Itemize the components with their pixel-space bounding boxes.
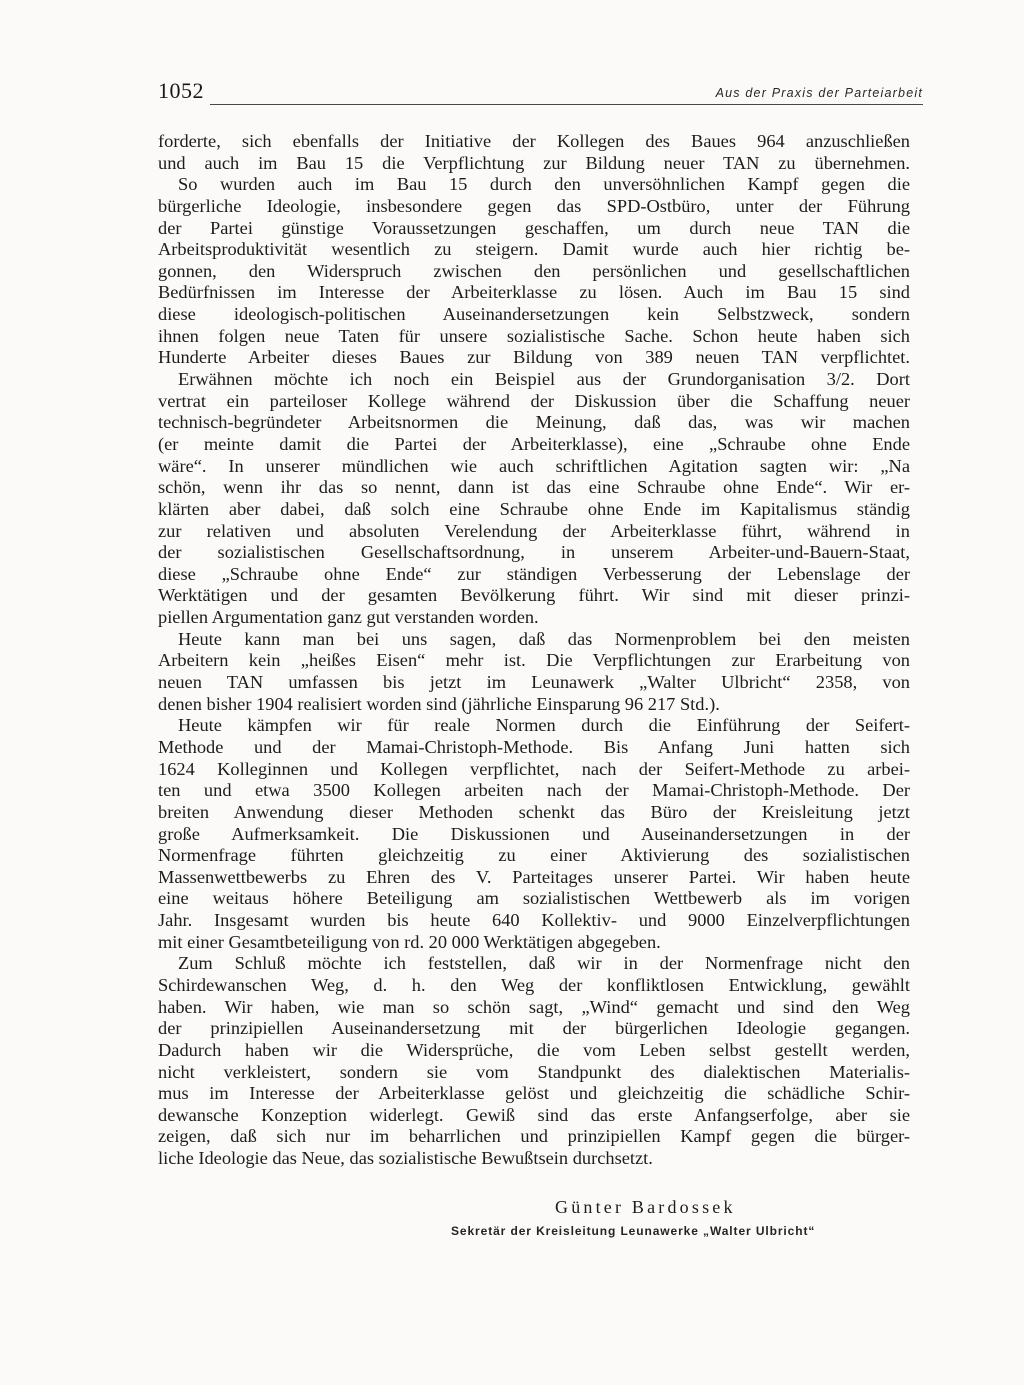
text-line: zur relativen und absoluten Verelendung der Arbeiterklasse führt, während in	[158, 520, 910, 541]
running-head: Aus der Praxis der Parteiarbeit	[715, 86, 923, 100]
text-line: liche Ideologie das Neue, das sozialistische Bewußtsein durchsetzt.	[158, 1148, 653, 1169]
text-line: vertrat ein parteiloser Kollege während der Diskussion über die Schaffung neuer	[158, 390, 910, 411]
text-line: ihnen folgen neue Taten für unsere sozialistische Sache. Schon heute haben sich	[158, 325, 910, 346]
text-line: schön, wenn ihr das so nennt, dann ist das eine Schraube ohne Ende“. Wir er-	[158, 477, 910, 498]
header-rule	[210, 104, 923, 105]
text-line: Arbeitern kein „heißes Eisen“ mehr ist. Die Verpflichtungen zur Erarbeitung von	[158, 650, 910, 671]
text-line: mit einer Gesamtbeteiligung von rd. 20 000 Werktätigen abgegeben.	[158, 931, 661, 952]
text-line: Methode und der Mamai-Christoph-Methode. Bis Anfang Juni hatten sich	[158, 736, 910, 757]
text-line: Bedürfnissen im Interesse der Arbeiterklasse zu lösen. Auch im Bau 15 sind	[158, 282, 910, 303]
text-line: Heute kämpfen wir für reale Normen durch die Einführung der Seifert-	[178, 715, 910, 736]
text-line: So wurden auch im Bau 15 durch den unversöhnlichen Kampf gegen die	[178, 174, 910, 195]
text-line: wäre“. In unserer mündlichen wie auch schriftlichen Agitation sagten wir: „Na	[158, 455, 910, 476]
author-signature: Günter Bardossek	[555, 1197, 736, 1217]
text-line: (er meinte damit die Partei der Arbeiterklasse), eine „Schraube ohne Ende	[158, 433, 910, 454]
text-line: Erwähnen möchte ich noch ein Beispiel aus der Grundorganisation 3/2. Dort	[178, 369, 910, 390]
text-line: forderte, sich ebenfalls der Initiative der Kollegen des Baues 964 anzuschließen	[158, 131, 910, 151]
text-line: 1624 Kolleginnen und Kollegen verpflichtet, nach der Seifert-Methode zu arbei-	[158, 758, 910, 779]
text-line: dewansche Konzeption widerlegt. Gewiß sind das erste Anfangserfolge, aber sie	[158, 1104, 910, 1125]
text-line: der prinzipiellen Auseinandersetzung mit der bürgerlichen Ideologie gegangen.	[158, 1018, 910, 1039]
text-line: neuen TAN umfassen bis jetzt im Leunawerk „Walter Ulbricht“ 2358, von	[158, 672, 910, 693]
text-line: Zum Schluß möchte ich feststellen, daß wir in der Normenfrage nicht den	[178, 953, 910, 974]
text-line: Arbeitsproduktivität wesentlich zu steigern. Damit wurde auch hier richtig be-	[158, 239, 910, 260]
text-line: haben. Wir haben, wie man so schön sagt, „Wind“ gemacht und sind den Weg	[158, 996, 910, 1017]
text-line: gonnen, den Widerspruch zwischen den persönlichen und gesellschaftlichen	[158, 260, 910, 281]
text-line: nicht verkleistert, sondern sie vom Standpunkt des dialektischen Materialis-	[158, 1061, 910, 1082]
text-line: der Partei günstige Voraussetzungen geschaffen, um durch neue TAN die	[158, 217, 910, 238]
text-line: Dadurch haben wir die Widersprüche, die vom Leben selbst gestellt werden,	[158, 1039, 910, 1060]
text-line: technisch-begründeter Arbeitsnormen die Meinung, daß das, was wir machen	[158, 412, 910, 433]
text-line: mus im Interesse der Arbeiterklasse gelöst und gleichzeitig die schädliche Schir-	[158, 1083, 910, 1104]
author-role: Sekretär der Kreisleitung Leunawerke „Walter Ulbricht“	[451, 1224, 816, 1238]
text-line: Hunderte Arbeiter dieses Baues zur Bildung von 389 neuen TAN verpflichtet.	[158, 347, 910, 368]
text-line: denen bisher 1904 realisiert worden sind (jährliche Einsparung 96 217 Std.).	[158, 693, 720, 714]
text-line: der sozialistischen Gesellschaftsordnung, in unserem Arbeiter-und-Bauern-Staat,	[158, 542, 910, 563]
text-line: Jahr. Insgesamt wurden bis heute 640 Kollektiv- und 9000 Einzelverpflichtungen	[158, 910, 910, 931]
page-header	[158, 78, 923, 112]
page-number: 1052	[158, 78, 204, 103]
text-line: Massenwettbewerbs zu Ehren des V. Parteitages unserer Partei. Wir haben heute	[158, 866, 910, 887]
text-line: bürgerliche Ideologie, insbesondere gegen das SPD-Ostbüro, unter der Führung	[158, 195, 910, 216]
text-line: piellen Argumentation ganz gut verstanden worden.	[158, 607, 539, 628]
text-line: große Aufmerksamkeit. Die Diskussionen und Auseinandersetzungen in der	[158, 823, 910, 844]
text-line: zeigen, daß sich nur im beharrlichen und prinzipiellen Kampf gegen die bürger-	[158, 1126, 910, 1147]
text-line: Normenfrage führten gleichzeitig zu einer Aktivierung des sozialistischen	[158, 845, 910, 866]
text-line: eine weitaus höhere Beteiligung am sozialistischen Wettbewerb als im vorigen	[158, 888, 910, 909]
text-line: Schirdewanschen Weg, d. h. den Weg der konfliktlosen Entwicklung, gewählt	[158, 974, 910, 995]
text-line: diese ideologisch-politischen Auseinandersetzungen kein Selbstzweck, sondern	[158, 304, 910, 325]
text-line: ten und etwa 3500 Kollegen arbeiten nach der Mamai-Christoph-Methode. Der	[158, 780, 910, 801]
text-line: diese „Schraube ohne Ende“ zur ständigen Verbesserung der Lebenslage der	[158, 563, 910, 584]
text-line: klärten aber dabei, daß solch eine Schraube ohne Ende im Kapitalismus ständig	[158, 498, 910, 519]
text-line: und auch im Bau 15 die Verpflichtung zur Bildung neuer TAN zu übernehmen.	[158, 152, 910, 173]
text-line: Werktätigen und der gesamten Bevölkerung führt. Wir sind mit dieser prinzi-	[158, 585, 910, 606]
article-body	[158, 131, 910, 1170]
text-line: breiten Anwendung dieser Methoden schenkt das Büro der Kreisleitung jetzt	[158, 801, 910, 822]
text-line: Heute kann man bei uns sagen, daß das Normenproblem bei den meisten	[178, 628, 910, 649]
